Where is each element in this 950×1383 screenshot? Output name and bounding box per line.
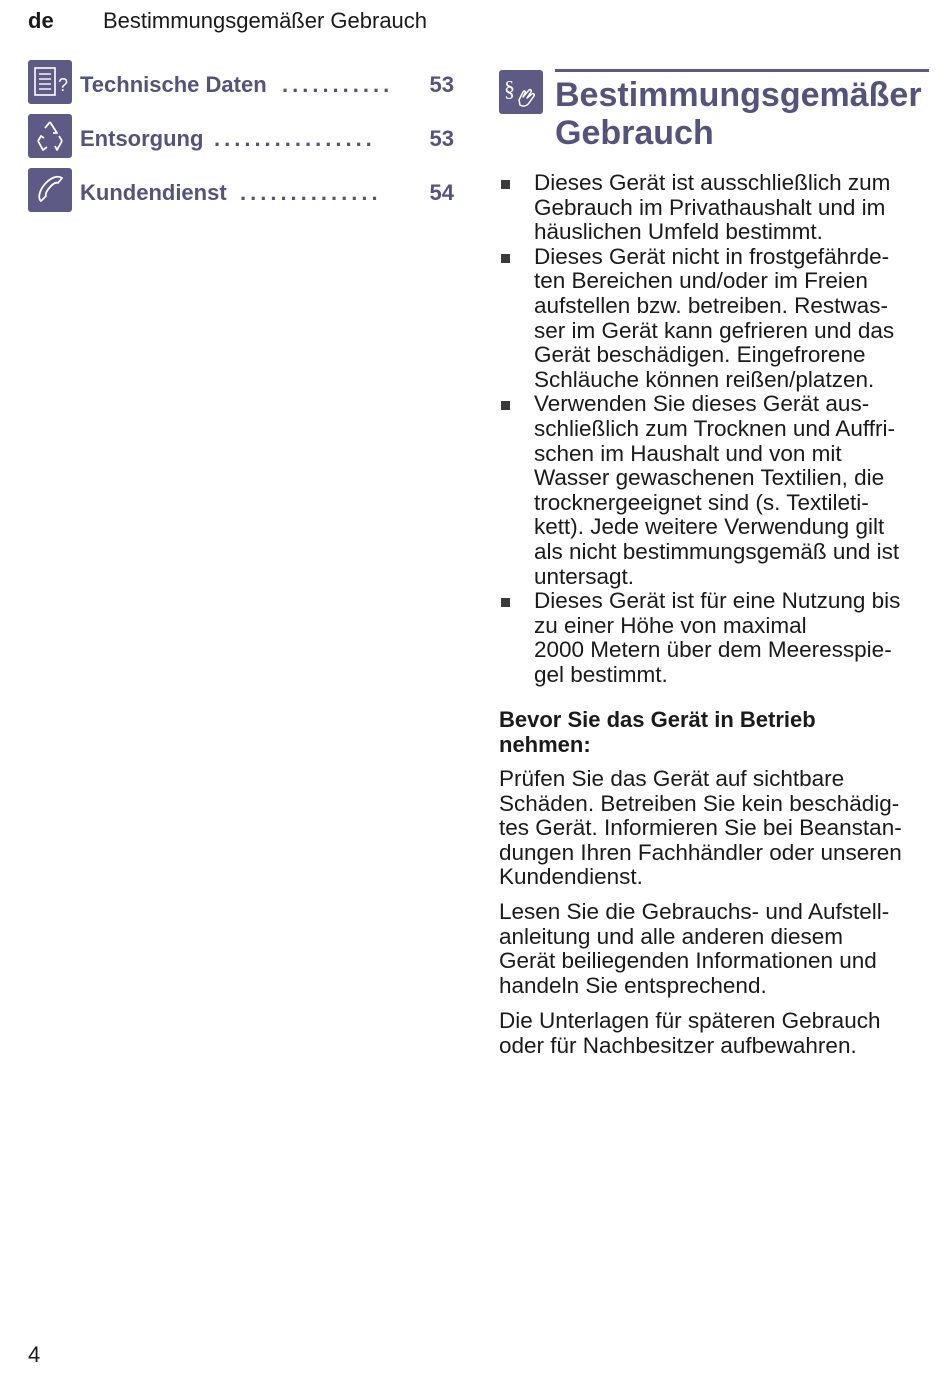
list-item	[499, 392, 939, 589]
toc-label: Entsorgung	[80, 126, 204, 151]
square-bullet-icon	[501, 401, 510, 410]
list-item-text: Dieses Gerät ist ausschließlich zum Gebrauch im Privathaushalt und im häuslichen Umfeld bestimmt.	[534, 170, 891, 245]
list-item-text: Verwenden Sie dieses Gerät aus- schließlich zum Trocknen und Auffri- schen im Haushalt und von mit Wasser gewaschenen Textilien, die trocknergeeignet sind (s. Textileti- kett). Jede weitere Verwendung gilt als nicht bestimmungsgemäß und ist untersagt.	[534, 391, 900, 589]
running-header-title: Bestimmungsgemäßer Gebrauch	[103, 8, 428, 33]
toc-dot-leader: ..............	[240, 180, 382, 205]
technical-data-icon	[28, 60, 72, 104]
square-bullet-icon	[501, 598, 510, 607]
toc-label: Kundendienst	[80, 180, 227, 205]
table-of-contents	[28, 60, 458, 222]
recycling-icon	[28, 114, 72, 158]
square-bullet-icon	[501, 254, 510, 263]
toc-entry-customer-service[interactable]	[28, 168, 458, 212]
list-item-text: Dieses Gerät ist für eine Nutzung bis zu einer Höhe von maximal 2000 Metern über dem Meeresspie- gel bestimmt.	[534, 588, 901, 687]
toc-page-number: 53	[429, 126, 454, 151]
bullet-list-block	[499, 171, 939, 687]
paragraph: Lesen Sie die Gebrauchs- und Aufstell- anleitung und alle anderen diesem Gerät beiliegenden Informationen und handeln Sie entsprechend.	[499, 899, 890, 998]
toc-label: Technische Daten	[80, 72, 267, 97]
toc-dot-leader: ................	[214, 126, 376, 151]
section-title	[555, 76, 935, 152]
toc-entry-technical-data[interactable]	[28, 60, 458, 104]
toc-dot-leader: ...........	[282, 72, 394, 97]
svg-text:§: §	[504, 76, 515, 101]
svg-text:?: ?	[58, 75, 69, 95]
toc-entry-disposal[interactable]	[28, 114, 458, 158]
toc-page-number: 53	[429, 72, 454, 97]
phone-icon	[28, 168, 72, 212]
section-title-line: Gebrauch	[555, 114, 714, 152]
square-bullet-icon	[501, 180, 510, 189]
paragraph-hand-icon	[499, 70, 543, 114]
page-number: 4	[28, 1342, 41, 1367]
subheading: Bevor Sie das Gerät in Betrieb nehmen:	[499, 707, 816, 757]
paragraph: Die Unterlagen für späteren Gebrauch oder für Nachbesitzer aufbewahren.	[499, 1008, 881, 1058]
section-title-rule	[555, 69, 929, 72]
bullet-list	[499, 171, 939, 687]
list-item-text: Dieses Gerät nicht in frostgefährde- ten Bereichen und/oder im Freien aufstellen bzw. betreiben. Restwas- ser im Gerät kann gefrieren und das Gerät beschädigen. Eingefrorene Schläuche können reißen/platzen.	[534, 243, 895, 392]
list-item	[499, 171, 939, 245]
list-item	[499, 245, 939, 393]
paragraph: Prüfen Sie das Gerät auf sichtbare Schäden. Betreiben Sie kein beschädig- tes Gerät. Informieren Sie bei Beanstan- dungen Ihren Fachhändler oder unseren Kundendienst.	[499, 766, 902, 890]
list-item	[499, 589, 939, 687]
toc-page-number: 54	[429, 180, 454, 205]
section-title-line: Bestimmungsgemäßer	[555, 76, 922, 114]
language-code: de	[28, 8, 54, 33]
